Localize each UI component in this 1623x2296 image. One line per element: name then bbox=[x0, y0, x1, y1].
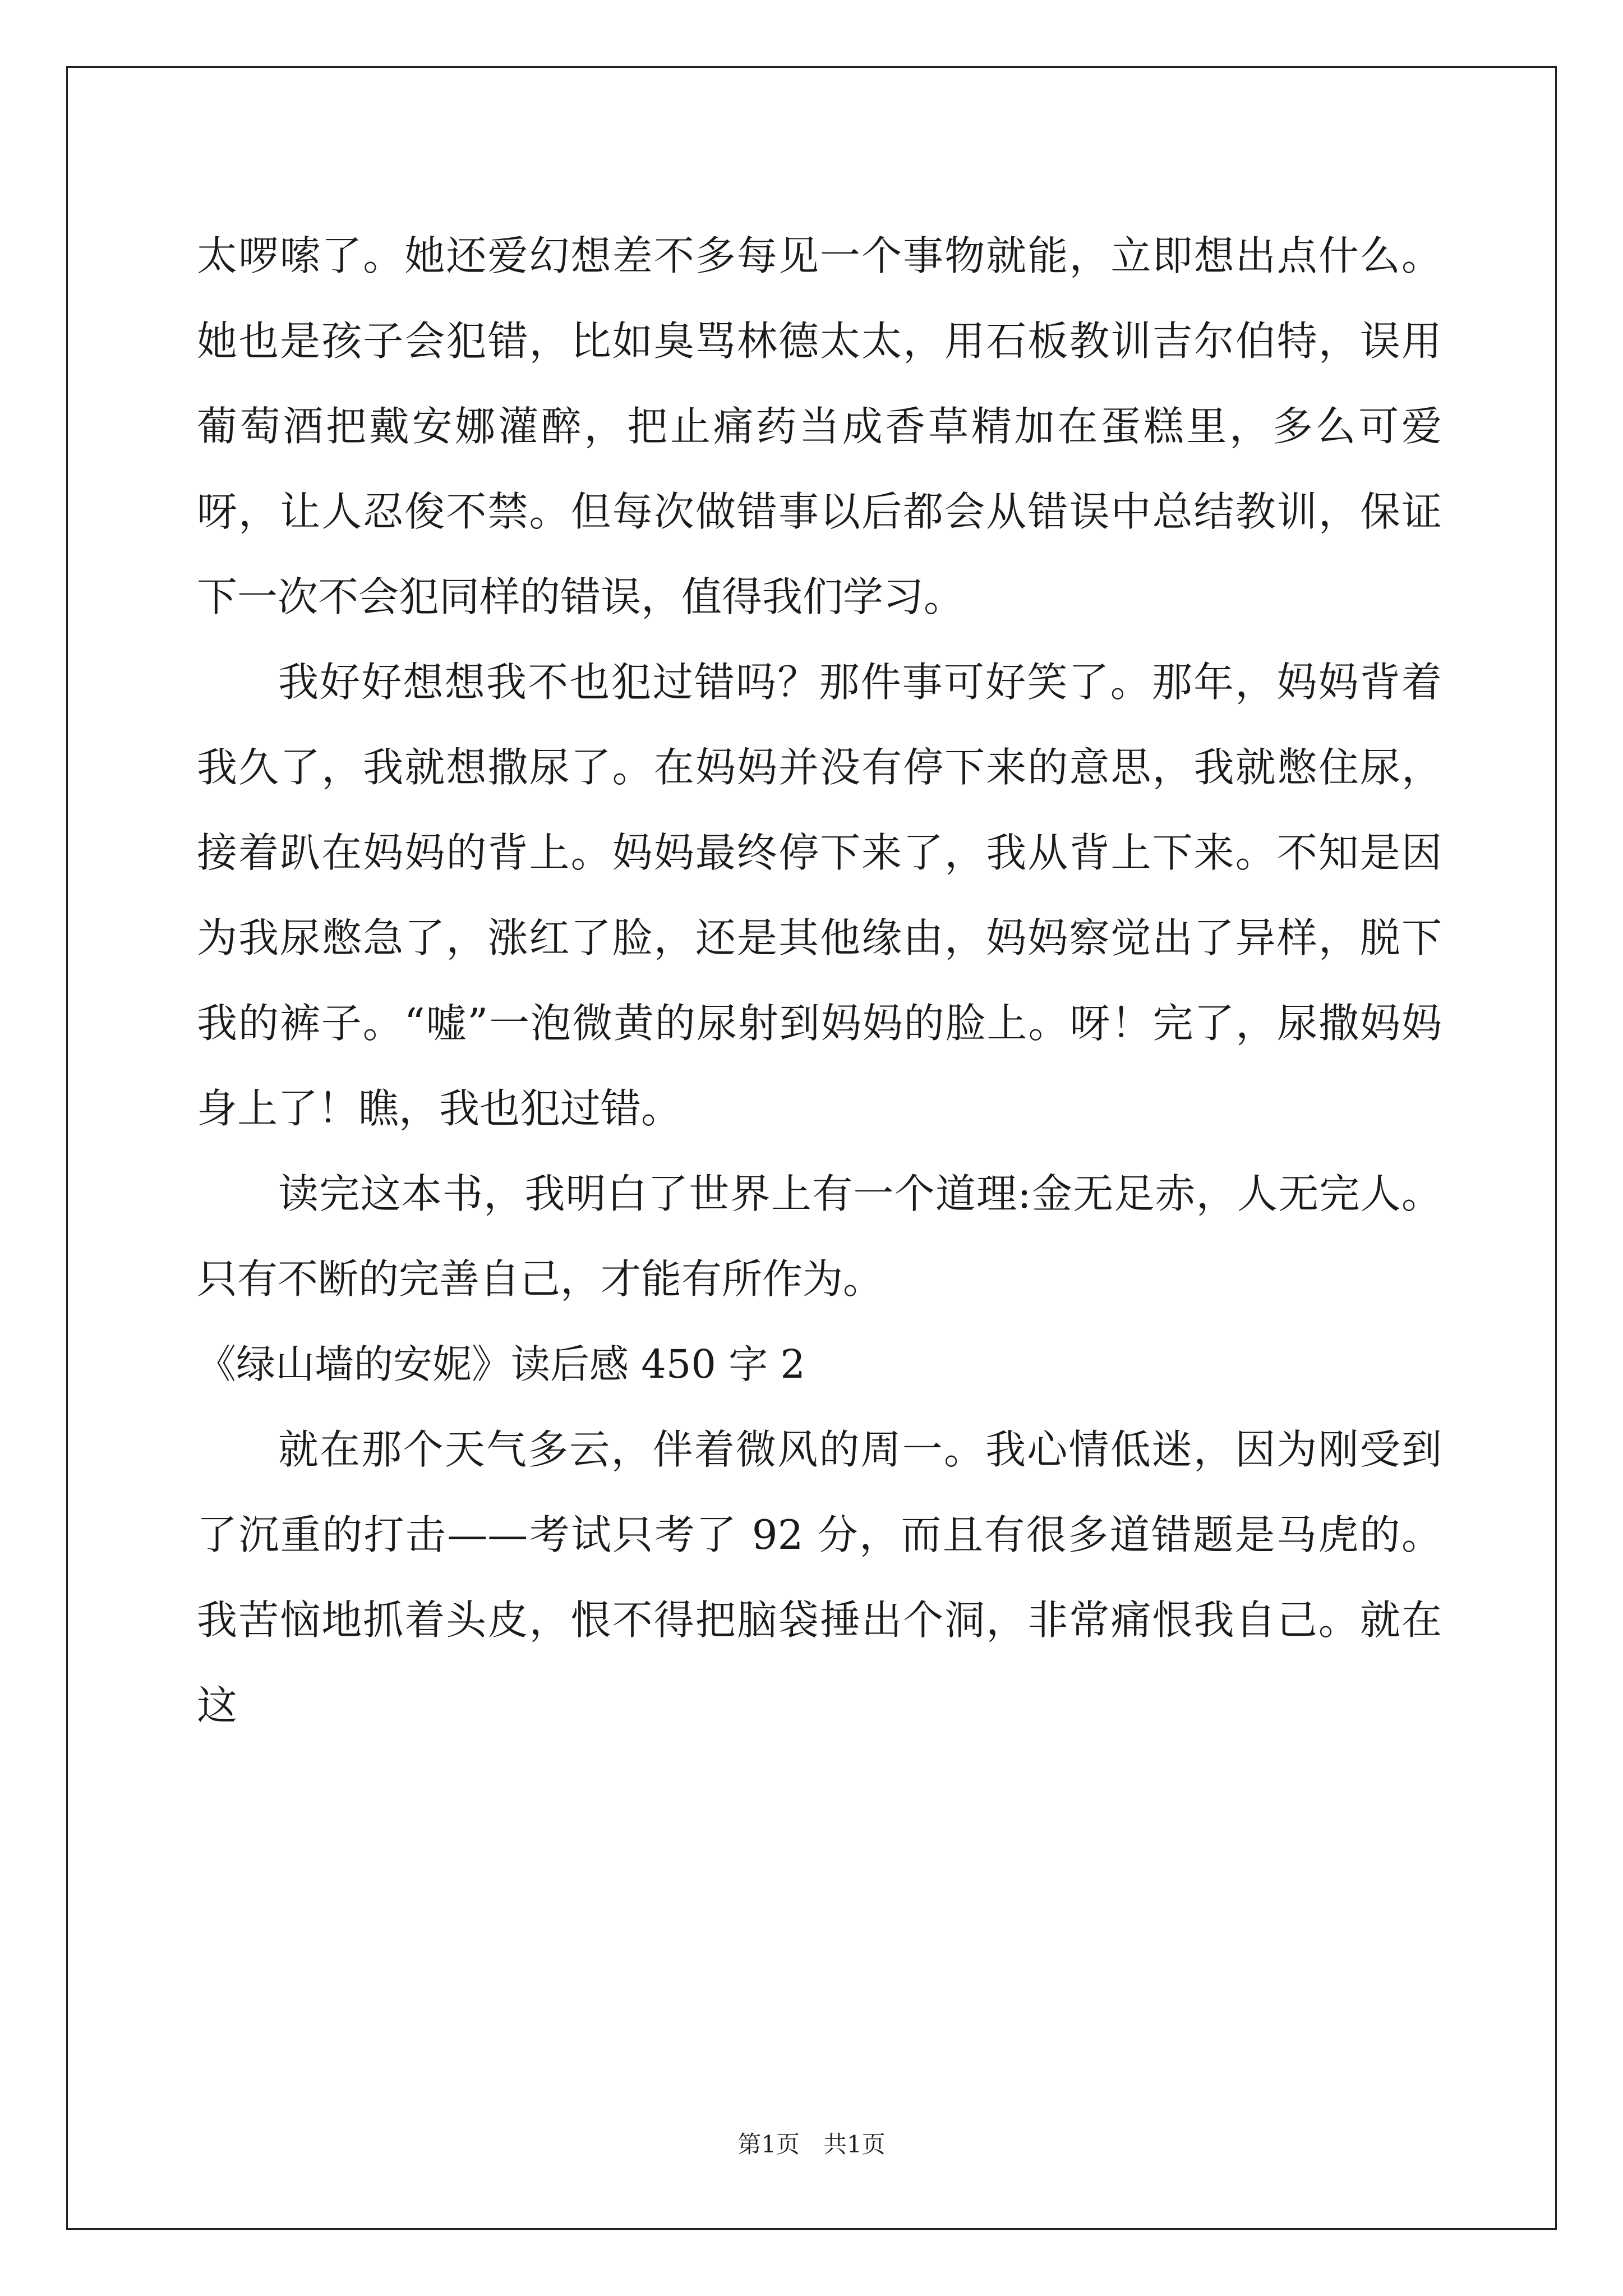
paragraph-4: 就在那个天气多云，伴着微风的周一。我心情低迷，因为刚受到了沉重的打击——考试只考了 92 分，而且有很多道错题是马虎的。我苦恼地抓着头皮，恨不得把脑袋捶出个洞，非常痛恨我自己。就在这 bbox=[197, 1426, 1442, 1729]
paragraph-2: 我好好想想我不也犯过错吗？那件事可好笑了。那年，妈妈背着我久了，我就想撒尿了。在妈妈并没有停下来的意思，我就憋住尿，接着趴在妈妈的背上。妈妈最终停下来了，我从背上下来。不知是因为我尿憋急了，涨红了脸，还是其他缘由，妈妈察觉出了异样，脱下我的裤子。“嘘”一泡微黄的尿射到妈妈的脸上。呀！完了，尿撒妈妈身上了！瞧，我也犯过错。 bbox=[197, 659, 1442, 1132]
paragraph-3: 读完这本书，我明白了世界上有一个道理:金无足赤，人无完人。只有不断的完善自己，才能有所作为。 bbox=[197, 1170, 1442, 1303]
page-footer: 第1页 共1页 bbox=[737, 2131, 886, 2158]
document-body bbox=[197, 213, 1442, 1748]
section-heading: 《绿山墙的安妮》读后感 450 字 2 bbox=[197, 1341, 805, 1387]
paragraph-1: 太啰嗦了。她还爱幻想差不多每见一个事物就能，立即想出点什么。她也是孩子会犯错，比如臭骂林德太太，用石板教训吉尔伯特，误用葡萄酒把戴安娜灌醉，把止痛药当成香草精加在蛋糕里，多么可爱呀，让人忍俊不禁。但每次做错事以后都会从错误中总结教训，保证下一次不会犯同样的错误，值得我们学习。 bbox=[197, 232, 1442, 620]
